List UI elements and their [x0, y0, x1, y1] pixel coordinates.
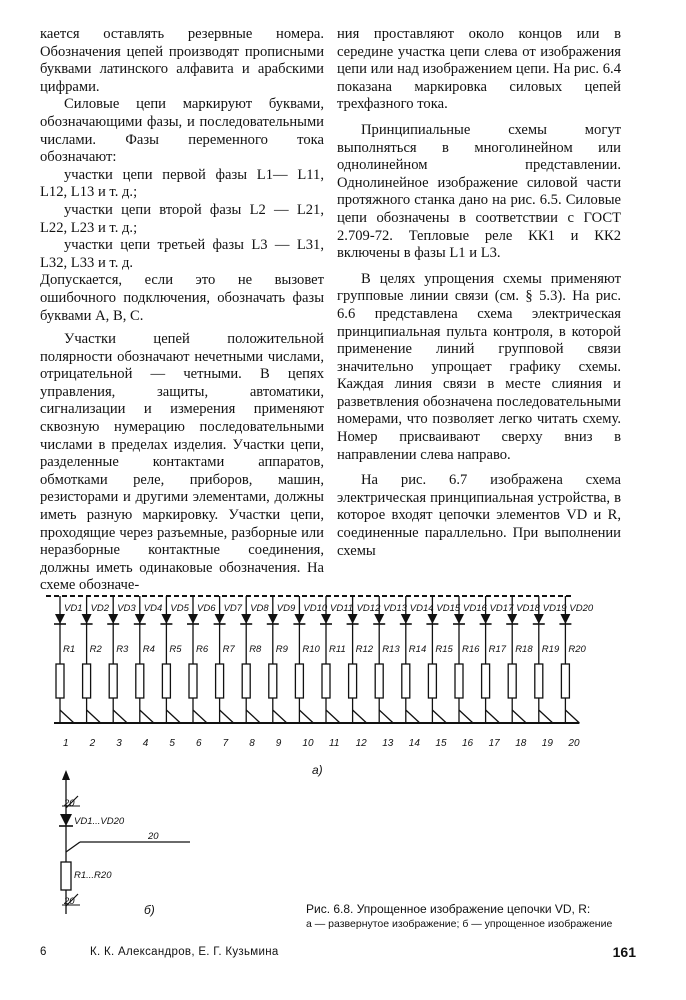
resistor-symbol: [242, 664, 250, 698]
branch-count-label: 20: [148, 831, 159, 842]
resistor-label: R12: [355, 644, 374, 655]
diode-symbol: [401, 614, 411, 624]
resistor-symbol: [561, 664, 569, 698]
figure-caption: [306, 901, 636, 931]
wire-count-label: 20: [64, 798, 75, 809]
merge-wire: [113, 710, 127, 723]
resistor-label: R13: [382, 644, 400, 655]
resistor-symbol: [269, 664, 277, 698]
resistor-symbol: [61, 862, 71, 890]
resistor-symbol: [295, 664, 303, 698]
diode-symbol: [454, 614, 464, 624]
terminal-label: 3: [116, 738, 122, 749]
diode-symbol: [135, 614, 145, 624]
resistor-symbol: [508, 664, 516, 698]
merge-wire: [432, 710, 446, 723]
diode-label: VD10: [303, 603, 328, 614]
terminal-label: 18: [515, 738, 527, 749]
schematic-simplified: [40, 768, 300, 918]
diode-symbol: [427, 614, 437, 624]
merge-wire: [60, 710, 74, 723]
resistor-symbol: [402, 664, 410, 698]
terminal-label: 11: [329, 738, 340, 749]
list-item: участки цепи третьей фазы L3 — L31, L32, L33 и т. д.: [40, 237, 324, 271]
diode-symbol: [560, 614, 570, 624]
merge-wire: [273, 710, 287, 723]
resistors-range-label: R1...R20: [74, 870, 112, 881]
merge-wire: [512, 710, 526, 723]
diode-label: VD11: [330, 603, 354, 614]
resistor-symbol: [322, 664, 330, 698]
diode-label: VD15: [436, 603, 461, 614]
diode-label: VD2: [90, 603, 110, 614]
diode-label: VD14: [409, 603, 434, 614]
diode-symbol: [268, 614, 278, 624]
resistor-symbol: [56, 664, 64, 698]
merge-wire: [565, 710, 579, 723]
merge-wire: [326, 710, 340, 723]
resistor-label: R5: [169, 644, 182, 655]
terminal-label: 15: [435, 738, 447, 749]
terminal-label: 9: [275, 738, 282, 749]
diode-symbol: [215, 614, 225, 624]
resistor-symbol: [216, 664, 224, 698]
terminal-label: 16: [462, 738, 474, 749]
diode-label: VD7: [223, 603, 243, 614]
paragraph: кается оставлять резервные номера. Обозначения цепей производят прописными буквами латинского алфавита и арабскими цифрами.: [40, 26, 324, 95]
diode-label: VD5: [170, 603, 189, 614]
merge-wire: [299, 710, 313, 723]
terminal-label: 6: [196, 738, 202, 749]
diode-symbol: [321, 614, 331, 624]
merge-wire: [246, 710, 260, 723]
merge-wire: [459, 710, 473, 723]
resistor-symbol: [455, 664, 463, 698]
resistor-symbol: [535, 664, 543, 698]
resistor-label: R2: [89, 644, 102, 655]
figure-label-b: б): [144, 903, 155, 917]
diode-symbol: [82, 614, 92, 624]
diode-symbol: [294, 614, 304, 624]
terminal-label: 19: [541, 738, 553, 749]
list-item: участки цепи второй фазы L2 — L21, L22, L23 и т. д.;: [40, 201, 324, 236]
diode-label: VD9: [276, 603, 296, 614]
page-number: 161: [612, 944, 636, 960]
terminal-label: 20: [568, 738, 580, 749]
diode-label: VD17: [489, 603, 514, 614]
resistor-symbol: [83, 664, 91, 698]
diode-symbol: [188, 614, 198, 624]
resistor-symbol: [375, 664, 383, 698]
right-text-column: [337, 26, 621, 560]
paragraph: На рис. 6.7 изображена схема электрическая принципиальная устройства, в которое входят цепочки элементов VD и R, соединенные параллельно. При выполнении схемы: [337, 472, 621, 559]
merge-wire: [406, 710, 420, 723]
diode-symbol: [348, 614, 358, 624]
resistor-label: R14: [408, 644, 427, 655]
terminal-label: 10: [302, 738, 314, 749]
resistor-symbol: [162, 664, 170, 698]
diode-label: VD3: [117, 603, 136, 614]
diode-symbol: [374, 614, 384, 624]
resistor-label: R16: [462, 644, 480, 655]
terminal-label: 14: [408, 738, 420, 749]
merge-wire: [166, 710, 180, 723]
resistor-symbol: [482, 664, 490, 698]
resistor-label: R8: [249, 644, 262, 655]
resistor-label: R18: [515, 644, 533, 655]
resistor-label: R20: [568, 644, 586, 655]
resistor-label: R19: [541, 644, 560, 655]
left-text-column: [40, 26, 324, 595]
caption-title: Рис. 6.8. Упрощенное изображение цепочки VD, R:: [306, 902, 591, 916]
terminal-label: 12: [355, 738, 367, 749]
diode-label: VD16: [463, 603, 487, 614]
resistor-label: R10: [302, 644, 320, 655]
schematic-expanded: [40, 588, 640, 778]
resistor-symbol: [109, 664, 117, 698]
resistor-label: R7: [222, 644, 235, 655]
paragraph: ния проставляют около концов или в середине участка цепи слева от изображения цепи или над изображением цепи. На рис. 6.4 показана маркировка силовых цепей трехфазного тока.: [337, 26, 621, 113]
resistor-symbol: [349, 664, 357, 698]
terminal-label: 7: [222, 738, 229, 749]
resistor-label: R4: [142, 644, 155, 655]
list-item: участки цепи первой фазы L1— L11, L12, L13 и т. д.;: [40, 166, 324, 201]
figure-label-a: а): [312, 763, 323, 777]
resistor-label: R6: [196, 644, 209, 655]
resistor-label: R1: [63, 644, 76, 655]
diode-symbol: [55, 614, 65, 624]
wire-count-label: 20: [64, 896, 75, 907]
page-footer: [40, 944, 636, 964]
diode-label: VD1: [64, 603, 83, 614]
resistor-label: R11: [329, 644, 346, 655]
terminal-label: 17: [488, 738, 500, 749]
resistor-label: R9: [275, 644, 288, 655]
footer-authors: К. К. Александров, Е. Г. Кузьмина: [90, 946, 279, 958]
merge-wire: [379, 710, 393, 723]
branch-wire: [66, 842, 80, 852]
merge-wire: [539, 710, 553, 723]
terminal-label: 1: [63, 738, 69, 749]
terminal-label: 5: [169, 738, 175, 749]
diode-label: VD12: [356, 603, 381, 614]
merge-wire: [140, 710, 154, 723]
diode-label: VD4: [143, 603, 163, 614]
diode-label: VD6: [197, 603, 216, 614]
terminal-label: 2: [89, 738, 96, 749]
resistor-label: R15: [435, 644, 453, 655]
resistor-symbol: [136, 664, 144, 698]
diode-label: VD8: [250, 603, 269, 614]
diode-label: VD13: [383, 603, 407, 614]
diode-symbol: [534, 614, 544, 624]
diode-label: VD19: [542, 603, 567, 614]
caption-subtitle: а — развернутое изображение; б — упрощенное изображение: [306, 918, 613, 930]
terminal-label: 4: [142, 738, 149, 749]
diode-symbol: [60, 814, 72, 826]
paragraph: Участки цепей положительной полярности обозначают нечетными числами, отрицательной — четными. В цепях управления, защиты, автоматики, сигнализации и измерения применяют сквозную нумерацию последовательными числами в пределах изделия. Участки цепи, разделенные контактами аппаратов, обмотками реле, приборов, машин, резисторами и другими элементами, должны иметь разную маркировку. Участки цепи, проходящие через разъемные, разборные или неразборные контактные соединения, должны иметь одинаковые обозначения. На схеме обозначе-: [40, 331, 324, 594]
merge-wire: [486, 710, 500, 723]
paragraph: Принципиальные схемы могут выполняться в многолинейном или однолинейном представлении. Однолинейное изображение силовой части протяжного станка дано на рис. 6.5. Силовые цепи обозначены в соответствии с ГОСТ 2.709-72. Тепловые реле КК1 и КК2 включены в фазы L1 и L3.: [337, 121, 621, 262]
arrow-icon: [62, 770, 70, 780]
terminal-label: 13: [382, 738, 394, 749]
merge-wire: [193, 710, 207, 723]
paragraph: Силовые цепи маркируют буквами, обозначающими фазы, и последовательными числами. Фазы переменного тока обозначают:: [40, 96, 324, 166]
resistor-symbol: [189, 664, 197, 698]
resistor-symbol: [428, 664, 436, 698]
terminal-label: 8: [249, 738, 255, 749]
diode-symbol: [507, 614, 517, 624]
paragraph: Допускается, если это не вызовет ошибочного подключения, обозначать фазы буквами A, B, C.: [40, 272, 324, 324]
diode-label: VD20: [569, 603, 594, 614]
diodes-range-label: VD1...VD20: [74, 816, 125, 827]
merge-wire: [87, 710, 101, 723]
diode-symbol: [481, 614, 491, 624]
diode-label: VD18: [516, 603, 540, 614]
resistor-label: R3: [116, 644, 129, 655]
merge-wire: [220, 710, 234, 723]
diode-symbol: [161, 614, 171, 624]
diode-symbol: [108, 614, 118, 624]
merge-wire: [353, 710, 367, 723]
signature-mark: 6: [40, 946, 47, 958]
diode-symbol: [241, 614, 251, 624]
paragraph: В целях упрощения схемы применяют групповые линии связи (см. § 5.3). На рис. 6.6 представлена схема электрическая принципиальная пульта контроля, в которой применение линий групповой связи значительно упрощает графику схемы. Каждая линия связи в месте слияния и разветвления обозначена последовательными номерами, что позволяет легко читать схему. Номер присваивают сверху вниз в направлении слева направо.: [337, 270, 621, 463]
resistor-label: R17: [488, 644, 507, 655]
